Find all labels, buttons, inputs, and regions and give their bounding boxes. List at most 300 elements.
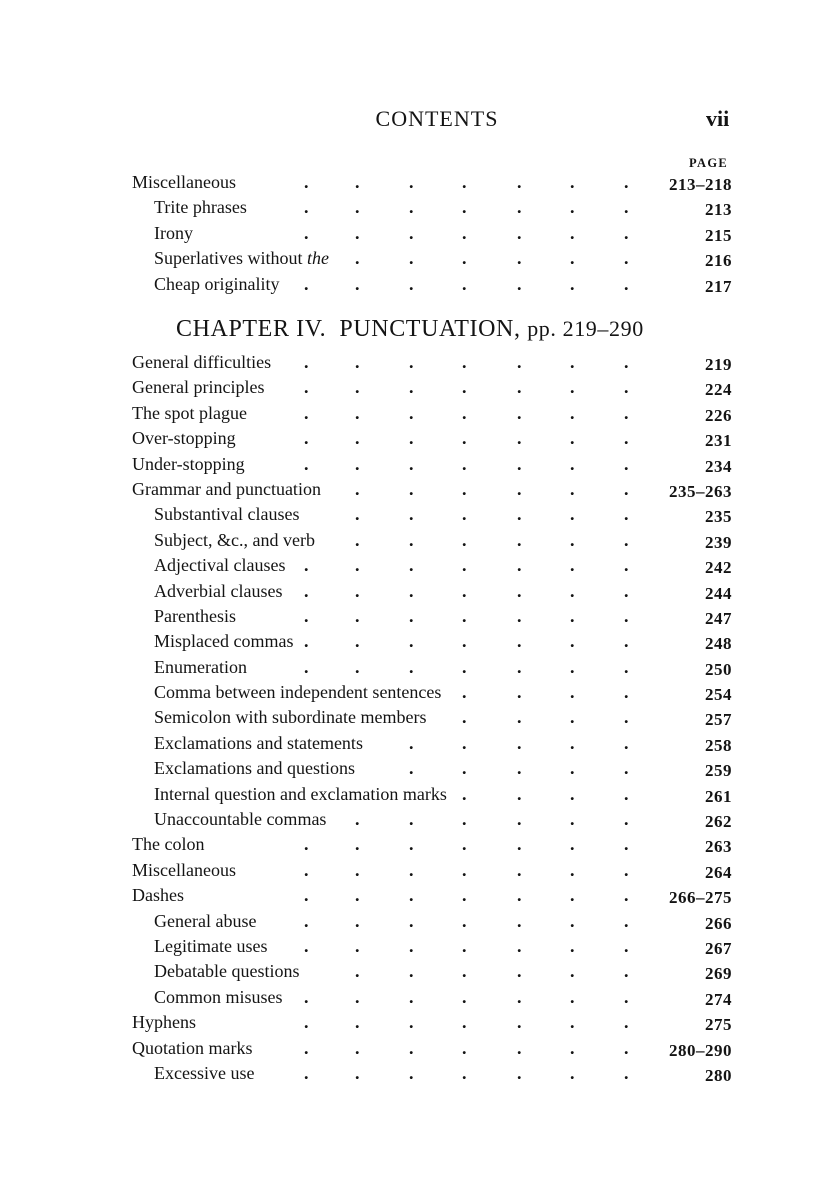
leader-dot: . <box>355 377 360 398</box>
dot-leader <box>132 680 692 705</box>
dot-leader <box>132 1010 692 1035</box>
leader-dot: . <box>517 910 522 931</box>
dot-leader <box>132 629 692 654</box>
toc-entry-text: Debatable questions <box>154 961 300 982</box>
toc-entry-page: 248 <box>705 634 732 654</box>
leader-dot: . <box>304 910 309 931</box>
toc-entry <box>132 477 732 502</box>
leader-dot: . <box>304 428 309 449</box>
dot-leader <box>132 426 692 451</box>
leader-dot: . <box>570 1012 575 1033</box>
leader-dot: . <box>462 222 467 243</box>
leader-dot: . <box>624 529 629 550</box>
dot-leader <box>132 909 692 934</box>
toc-section-miscellaneous <box>132 170 732 297</box>
toc-entry-text: Legitimate uses <box>154 935 268 956</box>
dot-leader <box>132 195 692 220</box>
toc-entry-text: Comma between independent sentences <box>154 682 442 703</box>
leader-dot: . <box>570 504 575 525</box>
leader-dot: . <box>462 885 467 906</box>
leader-dot: . <box>570 453 575 474</box>
toc-entry-text: Adverbial clauses <box>154 580 283 601</box>
leader-dot: . <box>355 834 360 855</box>
toc-entry <box>132 579 732 604</box>
leader-dot: . <box>355 809 360 830</box>
toc-entry <box>132 195 732 220</box>
leader-dot: . <box>570 1062 575 1083</box>
toc-entry-page: 258 <box>705 735 732 755</box>
leader-dot: . <box>517 605 522 626</box>
toc-entry-text: Trite phrases <box>154 197 247 218</box>
toc-entry-text: Miscellaneous <box>132 859 236 880</box>
leader-dot: . <box>624 273 629 294</box>
toc-entry-text: Common misuses <box>154 986 283 1007</box>
leader-dot: . <box>624 910 629 931</box>
leader-dot: . <box>624 809 629 830</box>
toc-section-punctuation <box>132 350 732 1086</box>
toc-entry <box>132 934 732 959</box>
leader-dot: . <box>462 605 467 626</box>
leader-dot: . <box>409 605 414 626</box>
leader-dot: . <box>304 352 309 372</box>
toc-entry-page: 266 <box>705 913 732 933</box>
toc-entry <box>132 1036 732 1061</box>
chapter-heading <box>176 316 644 343</box>
leader-dot: . <box>624 222 629 243</box>
toc-entry-text: Excessive use <box>154 1062 255 1083</box>
leader-dot: . <box>409 478 414 499</box>
toc-entry-page: 217 <box>705 276 732 296</box>
toc-entry-text: Adjectival clauses <box>154 555 286 576</box>
leader-dot: . <box>409 352 414 372</box>
toc-entry-text: Quotation marks <box>132 1037 253 1058</box>
toc-entry-page: 257 <box>705 710 732 730</box>
toc-entry-text: Dashes <box>132 885 184 906</box>
leader-dot: . <box>624 352 629 372</box>
leader-dot: . <box>624 453 629 474</box>
leader-dot: . <box>570 986 575 1007</box>
leader-dot: . <box>355 428 360 449</box>
leader-dot: . <box>462 631 467 652</box>
leader-dot: . <box>409 809 414 830</box>
leader-dot: . <box>355 504 360 525</box>
toc-entry <box>132 832 732 857</box>
toc-entry-text: Subject, &c., and verb <box>154 529 315 550</box>
leader-dot: . <box>409 859 414 880</box>
dot-leader <box>132 477 692 502</box>
leader-dot: . <box>355 961 360 982</box>
leader-dot: . <box>517 555 522 576</box>
toc-entry-page: 267 <box>705 938 732 958</box>
dot-leader <box>132 553 692 578</box>
toc-entry-text: Cheap originality <box>154 273 280 294</box>
leader-dot: . <box>409 732 414 753</box>
toc-entry-text: Unaccountable commas <box>154 809 327 830</box>
leader-dot: . <box>624 555 629 576</box>
toc-entry <box>132 883 732 908</box>
leader-dot: . <box>517 529 522 550</box>
dot-leader <box>132 579 692 604</box>
leader-dot: . <box>355 478 360 499</box>
dot-leader <box>132 452 692 477</box>
toc-entry <box>132 553 732 578</box>
leader-dot: . <box>624 605 629 626</box>
leader-dot: . <box>517 783 522 804</box>
toc-entry-page: 224 <box>705 380 732 400</box>
toc-entry <box>132 807 732 832</box>
toc-entry <box>132 272 732 297</box>
dot-leader <box>132 170 692 195</box>
leader-dot: . <box>355 453 360 474</box>
dot-leader <box>132 756 692 781</box>
leader-dot: . <box>570 273 575 294</box>
leader-dot: . <box>355 986 360 1007</box>
leader-dot: . <box>624 758 629 779</box>
toc-entry-page: 247 <box>705 608 732 628</box>
toc-entry <box>132 655 732 680</box>
leader-dot: . <box>624 504 629 525</box>
leader-dot: . <box>304 631 309 652</box>
dot-leader <box>132 985 692 1010</box>
leader-dot: . <box>570 1037 575 1058</box>
leader-dot: . <box>409 402 414 423</box>
leader-dot: . <box>570 197 575 218</box>
leader-dot: . <box>409 935 414 956</box>
toc-entry-page: 226 <box>705 405 732 425</box>
leader-dot: . <box>355 172 360 192</box>
leader-dot: . <box>570 885 575 906</box>
leader-dot: . <box>304 1012 309 1033</box>
leader-dot: . <box>462 682 467 703</box>
toc-entry <box>132 375 732 400</box>
leader-dot: . <box>624 707 629 728</box>
toc-entry-page: 280 <box>705 1065 732 1085</box>
leader-dot: . <box>517 273 522 294</box>
leader-dot: . <box>462 478 467 499</box>
toc-entry <box>132 452 732 477</box>
leader-dot: . <box>409 222 414 243</box>
leader-dot: . <box>517 859 522 880</box>
leader-dot: . <box>462 428 467 449</box>
leader-dot: . <box>517 197 522 218</box>
toc-entry-page: 254 <box>705 685 732 705</box>
leader-dot: . <box>624 478 629 499</box>
leader-dot: . <box>355 910 360 931</box>
leader-dot: . <box>355 402 360 423</box>
toc-entry-text: Under-stopping <box>132 453 245 474</box>
leader-dot: . <box>570 352 575 372</box>
toc-entry-text: Over-stopping <box>132 428 236 449</box>
toc-entry-page: 275 <box>705 1015 732 1035</box>
toc-entry-text: Enumeration <box>154 656 247 677</box>
leader-dot: . <box>517 172 522 192</box>
toc-entry <box>132 782 732 807</box>
toc-entry-page: 213–218 <box>669 175 732 194</box>
dot-leader <box>132 705 692 730</box>
leader-dot: . <box>517 1037 522 1058</box>
toc-entry-page: 280–290 <box>669 1040 732 1060</box>
leader-dot: . <box>409 172 414 192</box>
leader-dot: . <box>409 758 414 779</box>
toc-entry-page: 213 <box>705 200 732 220</box>
leader-dot: . <box>409 986 414 1007</box>
leader-dot: . <box>409 453 414 474</box>
toc-entry <box>132 1061 732 1086</box>
leader-dot: . <box>624 172 629 192</box>
leader-dot: . <box>462 504 467 525</box>
leader-dot: . <box>570 961 575 982</box>
leader-dot: . <box>462 453 467 474</box>
toc-entry-page: 215 <box>705 225 732 245</box>
leader-dot: . <box>304 885 309 906</box>
leader-dot: . <box>570 859 575 880</box>
leader-dot: . <box>409 248 414 269</box>
toc-entry <box>132 705 732 730</box>
toc-entry-text: General difficulties <box>132 352 272 372</box>
toc-entry-page: 234 <box>705 456 732 476</box>
leader-dot: . <box>355 1012 360 1033</box>
leader-dot: . <box>409 910 414 931</box>
leader-dot: . <box>624 885 629 906</box>
leader-dot: . <box>355 248 360 269</box>
toc-entry <box>132 170 732 195</box>
toc-entry-italic-word: the <box>306 248 329 269</box>
leader-dot: . <box>570 758 575 779</box>
toc-entry-text: Superlatives without <box>154 248 303 269</box>
leader-dot: . <box>517 478 522 499</box>
toc-entry-page: 231 <box>705 431 732 451</box>
leader-dot: . <box>570 248 575 269</box>
leader-dot: . <box>624 783 629 804</box>
toc-entry-page: 274 <box>705 989 732 1009</box>
leader-dot: . <box>462 656 467 677</box>
leader-dot: . <box>304 859 309 880</box>
leader-dot: . <box>355 1062 360 1083</box>
leader-dot: . <box>517 1062 522 1083</box>
leader-dot: . <box>624 631 629 652</box>
dot-leader <box>132 934 692 959</box>
leader-dot: . <box>409 1012 414 1033</box>
leader-dot: . <box>355 273 360 294</box>
toc-entry-page: 261 <box>705 786 732 806</box>
leader-dot: . <box>624 656 629 677</box>
leader-dot: . <box>624 682 629 703</box>
leader-dot: . <box>462 1062 467 1083</box>
leader-dot: . <box>517 834 522 855</box>
leader-dot: . <box>304 273 309 294</box>
leader-dot: . <box>304 453 309 474</box>
leader-dot: . <box>462 273 467 294</box>
leader-dot: . <box>462 910 467 931</box>
dot-leader <box>132 731 692 756</box>
leader-dot: . <box>409 197 414 218</box>
leader-dot: . <box>355 885 360 906</box>
leader-dot: . <box>409 631 414 652</box>
toc-entry-page: 264 <box>705 862 732 882</box>
dot-leader <box>132 782 692 807</box>
leader-dot: . <box>409 885 414 906</box>
leader-dot: . <box>570 605 575 626</box>
leader-dot: . <box>517 402 522 423</box>
leader-dot: . <box>517 453 522 474</box>
leader-dot: . <box>462 529 467 550</box>
leader-dot: . <box>624 961 629 982</box>
toc-entry-page: 262 <box>705 812 732 832</box>
leader-dot: . <box>517 758 522 779</box>
toc-entry-text: Irony <box>154 222 193 243</box>
leader-dot: . <box>304 605 309 626</box>
leader-dot: . <box>409 1062 414 1083</box>
toc-entry-text: Exclamations and questions <box>154 758 355 779</box>
leader-dot: . <box>624 935 629 956</box>
leader-dot: . <box>624 1012 629 1033</box>
toc-entry <box>132 858 732 883</box>
leader-dot: . <box>355 222 360 243</box>
leader-dot: . <box>462 707 467 728</box>
leader-dot: . <box>409 377 414 398</box>
leader-dot: . <box>570 555 575 576</box>
leader-dot: . <box>517 986 522 1007</box>
chapter-page-range: pp. 219–290 <box>527 316 644 341</box>
leader-dot: . <box>517 631 522 652</box>
leader-dot: . <box>624 859 629 880</box>
toc-entry-text: Miscellaneous <box>132 172 236 192</box>
toc-entry <box>132 528 732 553</box>
leader-dot: . <box>304 377 309 398</box>
leader-dot: . <box>409 961 414 982</box>
leader-dot: . <box>517 248 522 269</box>
leader-dot: . <box>462 834 467 855</box>
leader-dot: . <box>624 732 629 753</box>
toc-entry-page: 216 <box>705 251 732 271</box>
toc-entry-page: 219 <box>705 355 732 374</box>
leader-dot: . <box>462 986 467 1007</box>
leader-dot: . <box>304 1062 309 1083</box>
leader-dot: . <box>409 504 414 525</box>
toc-entry-text: Misplaced commas <box>154 631 294 652</box>
toc-entry <box>132 502 732 527</box>
leader-dot: . <box>462 172 467 192</box>
leader-dot: . <box>462 197 467 218</box>
leader-dot: . <box>355 631 360 652</box>
leader-dot: . <box>517 656 522 677</box>
dot-leader <box>132 375 692 400</box>
leader-dot: . <box>304 402 309 423</box>
dot-leader <box>132 655 692 680</box>
leader-dot: . <box>304 580 309 601</box>
toc-entry <box>132 426 732 451</box>
leader-dot: . <box>517 504 522 525</box>
leader-dot: . <box>570 402 575 423</box>
leader-dot: . <box>624 1037 629 1058</box>
leader-dot: . <box>462 809 467 830</box>
leader-dot: . <box>355 555 360 576</box>
leader-dot: . <box>462 1037 467 1058</box>
toc-entry-text: Grammar and punctuation <box>132 478 321 499</box>
leader-dot: . <box>462 1012 467 1033</box>
toc-entry <box>132 629 732 654</box>
leader-dot: . <box>624 580 629 601</box>
chapter-title: PUNCTUATION, <box>339 316 521 342</box>
leader-dot: . <box>570 834 575 855</box>
leader-dot: . <box>462 758 467 779</box>
dot-leader <box>132 858 692 883</box>
leader-dot: . <box>355 352 360 372</box>
leader-dot: . <box>570 377 575 398</box>
toc-entry <box>132 959 732 984</box>
leader-dot: . <box>304 172 309 192</box>
dot-leader <box>132 604 692 629</box>
toc-entry-text: Semicolon with subordinate members <box>154 707 427 728</box>
leader-dot: . <box>462 580 467 601</box>
dot-leader <box>132 272 692 297</box>
leader-dot: . <box>570 935 575 956</box>
leader-dot: . <box>355 656 360 677</box>
dot-leader <box>132 401 692 426</box>
leader-dot: . <box>624 377 629 398</box>
dot-leader <box>132 1036 692 1061</box>
leader-dot: . <box>624 402 629 423</box>
leader-dot: . <box>409 656 414 677</box>
leader-dot: . <box>517 732 522 753</box>
toc-entry-page: 266–275 <box>669 888 732 908</box>
leader-dot: . <box>462 732 467 753</box>
leader-dot: . <box>304 986 309 1007</box>
dot-leader <box>132 528 692 553</box>
leader-dot: . <box>570 910 575 931</box>
page-number: vii <box>706 106 730 131</box>
toc-entry-page: 242 <box>705 558 732 578</box>
dot-leader <box>132 1061 692 1086</box>
dot-leader <box>132 807 692 832</box>
leader-dot: . <box>570 656 575 677</box>
toc-entry-text: Substantival clauses <box>154 504 300 525</box>
leader-dot: . <box>517 707 522 728</box>
running-title: CONTENTS <box>375 106 499 131</box>
page-column-label: PAGE <box>689 156 728 170</box>
leader-dot: . <box>355 605 360 626</box>
leader-dot: . <box>570 732 575 753</box>
leader-dot: . <box>570 580 575 601</box>
toc-entry <box>132 604 732 629</box>
leader-dot: . <box>355 935 360 956</box>
leader-dot: . <box>304 656 309 677</box>
toc-entry-page: 250 <box>705 659 732 679</box>
leader-dot: . <box>517 682 522 703</box>
leader-dot: . <box>517 352 522 372</box>
toc-entry-text: General abuse <box>154 910 257 931</box>
leader-dot: . <box>409 273 414 294</box>
leader-dot: . <box>570 707 575 728</box>
toc-entry <box>132 985 732 1010</box>
toc-entry-text: The spot plague <box>132 402 247 423</box>
toc-entry-text: The colon <box>132 834 205 855</box>
leader-dot: . <box>355 580 360 601</box>
leader-dot: . <box>624 197 629 218</box>
dot-leader <box>132 502 692 527</box>
dot-leader <box>132 350 692 375</box>
leader-dot: . <box>409 1037 414 1058</box>
dot-leader <box>132 883 692 908</box>
leader-dot: . <box>624 986 629 1007</box>
toc-entry-text: General principles <box>132 377 265 398</box>
leader-dot: . <box>304 197 309 218</box>
toc-entry <box>132 909 732 934</box>
leader-dot: . <box>409 834 414 855</box>
leader-dot: . <box>517 961 522 982</box>
dot-leader <box>132 832 692 857</box>
toc-entry-page: 239 <box>705 532 732 552</box>
